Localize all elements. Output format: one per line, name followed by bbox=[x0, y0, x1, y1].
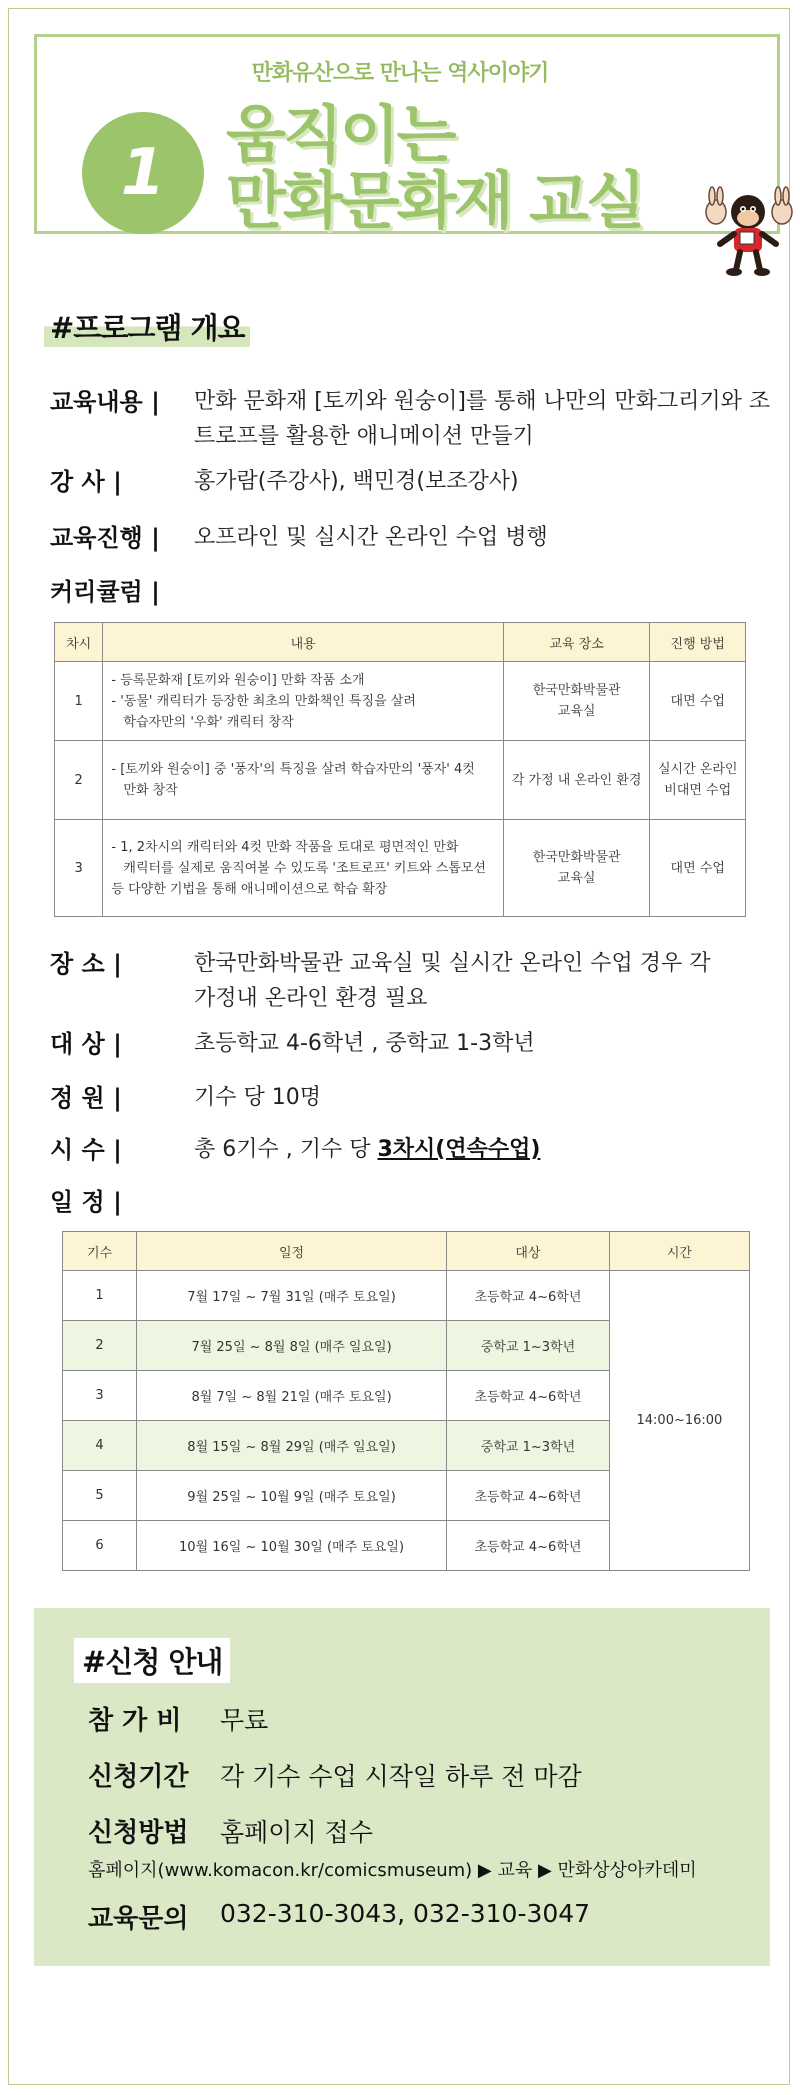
mode-value: 오프라인 및 실시간 온라인 수업 병행 bbox=[194, 525, 548, 550]
curriculum-place-line: 교육실 bbox=[557, 704, 596, 719]
curriculum-content-line: - 1, 2차시의 캐릭터와 4컷 만화 작품을 토대로 평면적인 만화 bbox=[111, 839, 459, 855]
curriculum-content-line: 학습자만의 '우화' 캐릭터 창작 bbox=[123, 714, 294, 730]
schedule-target: 중학교 1~3학년 bbox=[447, 1321, 610, 1371]
curriculum-no: 1 bbox=[55, 662, 103, 741]
capacity-label: 정 원 | bbox=[50, 1084, 122, 1112]
curriculum-row bbox=[55, 820, 746, 917]
schedule-time: 14:00~16:00 bbox=[609, 1271, 749, 1571]
period-label: 신청기간 bbox=[88, 1762, 189, 1792]
curriculum-content-line: - [토끼와 원숭이] 중 '풍자'의 특징을 살려 학습자만의 '풍자' 4컷 bbox=[111, 762, 475, 777]
curriculum-place-line: 한국만화박물관 bbox=[532, 683, 621, 698]
schedule-header-cell: 대상 bbox=[447, 1232, 610, 1271]
mode-label: 교육진행 | bbox=[50, 524, 160, 552]
curriculum-method-line: 실시간 온라인 bbox=[657, 762, 738, 777]
curriculum-content bbox=[103, 662, 503, 741]
content-value: 만화 문화재 [토끼와 원숭이]를 통해 나만의 만화그리기와 조트로프를 활용한 애니메이션 만들기 bbox=[194, 389, 771, 449]
schedule-date: 8월 15일 ~ 8월 29일 (매주 일요일) bbox=[137, 1421, 447, 1471]
curriculum-header-row bbox=[55, 623, 746, 662]
overview-heading: #프로그램 개요 bbox=[44, 306, 250, 347]
curriculum-method-line: 비대면 수업 bbox=[664, 783, 732, 798]
curriculum-content-line: 만화 창작 bbox=[123, 783, 178, 798]
curriculum-method bbox=[650, 741, 746, 820]
place-value: 한국만화박물관 교육실 및 실시간 온라인 수업 경우 각 가정내 온라인 환경 필요 bbox=[194, 951, 711, 1011]
fee-label: 참 가 비 bbox=[88, 1706, 182, 1736]
curriculum-content-line: - 등록문화재 [토끼와 원숭이] 만화 작품 소개 bbox=[111, 672, 365, 688]
place-label: 장 소 | bbox=[50, 950, 122, 978]
content-label: 교육내용 | bbox=[50, 388, 160, 416]
curriculum-no: 3 bbox=[55, 820, 103, 917]
schedule-no: 5 bbox=[63, 1471, 137, 1521]
schedule-no: 4 bbox=[63, 1421, 137, 1471]
sessions-value-prefix: 총 6기수 , 기수 당 bbox=[194, 1137, 378, 1162]
schedule-date: 7월 25일 ~ 8월 8일 (매주 일요일) bbox=[137, 1321, 447, 1371]
method-value: 홈페이지 접수 bbox=[220, 1818, 373, 1847]
curriculum-method bbox=[650, 820, 746, 917]
method-label: 신청방법 bbox=[88, 1818, 189, 1848]
target-value: 초등학교 4-6학년 , 중학교 1-3학년 bbox=[194, 1031, 535, 1056]
curriculum-place bbox=[503, 662, 650, 741]
schedule-date: 7월 17일 ~ 7월 31일 (매주 토요일) bbox=[137, 1271, 447, 1321]
schedule-date: 9월 25일 ~ 10월 9일 (매주 토요일) bbox=[137, 1471, 447, 1521]
target-label: 대 상 | bbox=[50, 1030, 122, 1058]
schedule-target: 중학교 1~3학년 bbox=[447, 1421, 610, 1471]
header-subtitle: 만화유산으로 만나는 역사이야기 bbox=[251, 61, 549, 86]
curriculum-place bbox=[503, 741, 650, 820]
capacity-value: 기수 당 10명 bbox=[194, 1085, 321, 1110]
schedule-header-cell: 일정 bbox=[137, 1232, 447, 1271]
schedule-no: 2 bbox=[63, 1321, 137, 1371]
schedule-date: 10월 16일 ~ 10월 30일 (매주 토요일) bbox=[137, 1521, 447, 1571]
schedule-target: 초등학교 4~6학년 bbox=[447, 1371, 610, 1421]
schedule-header-cell: 기수 bbox=[63, 1232, 137, 1271]
curriculum-header-cell: 교육 장소 bbox=[503, 623, 650, 662]
instructor-value: 홍가람(주강사), 백민경(보조강사) bbox=[194, 469, 519, 494]
period-value: 각 기수 수업 시작일 하루 전 마감 bbox=[220, 1762, 582, 1791]
homepage-path-text: 홈페이지(www.komacon.kr/comicsmuseum) ▶ 교육 ▶ 만화상상아카데미 bbox=[88, 1860, 697, 1881]
curriculum-table bbox=[54, 622, 746, 917]
schedule-date: 8월 7일 ~ 8월 21일 (매주 토요일) bbox=[137, 1371, 447, 1421]
curriculum-content-line: 등 다양한 기법을 통해 애니메이션으로 학습 확장 bbox=[111, 881, 388, 897]
schedule-header-row bbox=[63, 1232, 750, 1271]
curriculum-header-cell: 내용 bbox=[103, 623, 503, 662]
curriculum-place-line: 각 가정 내 온라인 환경 bbox=[511, 772, 642, 788]
curriculum-place-line: 한국만화박물관 bbox=[532, 850, 621, 865]
application-heading: #신청 안내 bbox=[74, 1638, 230, 1683]
curriculum-header-cell: 진행 방법 bbox=[650, 623, 746, 662]
schedule-target: 초등학교 4~6학년 bbox=[447, 1521, 610, 1571]
curriculum-content-line: - '동물' 캐릭터가 등장한 최초의 만화책인 특징을 살려 bbox=[111, 693, 416, 709]
schedule-header-cell: 시간 bbox=[609, 1232, 749, 1271]
header-title-line2: 만화문화재 교실 bbox=[226, 164, 643, 237]
curriculum-place-line: 교육실 bbox=[557, 871, 596, 886]
curriculum-method-line: 대면 수업 bbox=[670, 860, 725, 876]
curriculum-place bbox=[503, 820, 650, 917]
curriculum-content bbox=[103, 820, 503, 917]
contact-label: 교육문의 bbox=[88, 1904, 189, 1934]
curriculum-row bbox=[55, 741, 746, 820]
curriculum-row bbox=[55, 662, 746, 741]
curriculum-header-cell: 차시 bbox=[55, 623, 103, 662]
monkey-rabbit-mascot-illustration bbox=[696, 182, 800, 278]
curriculum-no: 2 bbox=[55, 741, 103, 820]
sessions-label: 시 수 | bbox=[50, 1136, 122, 1164]
curriculum-method-line: 대면 수업 bbox=[670, 693, 725, 709]
instructor-label: 강 사 | bbox=[50, 468, 122, 496]
curriculum-label: 커리큘럼 | bbox=[50, 578, 160, 606]
schedule-no: 3 bbox=[63, 1371, 137, 1421]
program-number-badge: 1 bbox=[82, 112, 204, 234]
fee-value: 무료 bbox=[220, 1706, 269, 1735]
curriculum-content bbox=[103, 741, 503, 820]
schedule-table bbox=[62, 1231, 750, 1571]
curriculum-content-line: 캐릭터를 실제로 움직여볼 수 있도록 '조트로프' 키트와 스톱모션 bbox=[123, 860, 486, 876]
sessions-value-emphasis: 3차시(연속수업) bbox=[377, 1137, 541, 1162]
schedule-no: 6 bbox=[63, 1521, 137, 1571]
schedule-label: 일 정 | bbox=[50, 1188, 122, 1216]
schedule-target: 초등학교 4~6학년 bbox=[447, 1271, 610, 1321]
contact-value: 032-310-3043, 032-310-3047 bbox=[220, 1899, 591, 1928]
header-title-line1: 움직이는 bbox=[226, 98, 454, 171]
schedule-no: 1 bbox=[63, 1271, 137, 1321]
schedule-row bbox=[63, 1271, 750, 1321]
sessions-value bbox=[194, 1132, 784, 1167]
schedule-target: 초등학교 4~6학년 bbox=[447, 1471, 610, 1521]
curriculum-method bbox=[650, 662, 746, 741]
